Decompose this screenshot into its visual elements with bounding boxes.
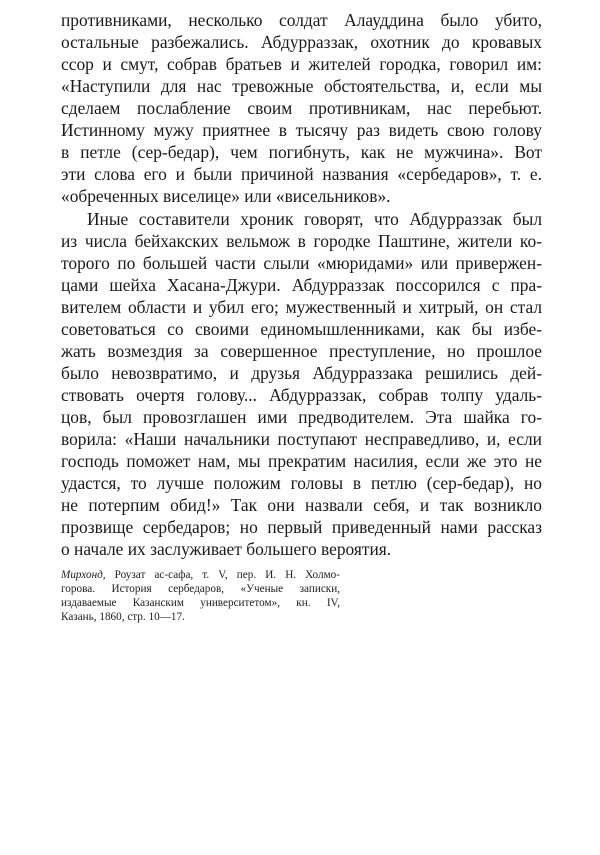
text-line: в петле (сер-бедар), чем погибнуть, как не мужчина». Вот bbox=[61, 142, 542, 162]
paragraph-last-line: о начале их заслуживает большего вероятия. bbox=[61, 539, 392, 559]
source-citation-line bbox=[61, 568, 340, 582]
paragraph-last-line: «обреченных виселице» или «висельников». bbox=[61, 186, 391, 206]
text-line: прозвище сербедаров; но первый приведенный нами рассказ bbox=[61, 517, 542, 537]
text-line: «Наступили для нас тревожные обстоятельства, и, если мы bbox=[61, 76, 542, 96]
text-line: советоваться со своими единомышленниками, как бы избе- bbox=[61, 319, 542, 339]
text-line: из числа бейхакских вельмож в городке Паштине, жители ко- bbox=[61, 231, 542, 251]
text-line: противниками, несколько солдат Алауддина было убито, bbox=[61, 10, 542, 30]
source-citation-line: Казань, 1860, стр. 10—17. bbox=[61, 611, 185, 623]
text-line: Истинному мужу приятнее в тысячу раз видеть свою голову bbox=[61, 120, 542, 140]
source-author: Мирхонд, bbox=[61, 569, 106, 581]
text-line: цов, был провозглашен ими предводителем. Эта шайка го- bbox=[61, 407, 542, 427]
text-line: цами шейха Хасана-Джури. Абдурраззак поссорился с пра- bbox=[61, 275, 542, 295]
text-line: вителем области и убил его; мужественный и хитрый, он стал bbox=[61, 297, 542, 317]
text-line: жать возмездия за совершенное преступление, но прошлое bbox=[61, 341, 542, 361]
text-line: удастся, то лучше положим головы в петлю (сер-бедар), но bbox=[61, 473, 542, 493]
text-line: не потерпим обид!» Так они назвали себя, и так возникло bbox=[61, 495, 542, 515]
source-citation-line: горова. История сербедаров, «Ученые записки, bbox=[61, 583, 340, 595]
text-line: сделаем послабление своим противникам, нас перебьют. bbox=[61, 98, 542, 118]
text-line: ворила: «Наши начальники поступают несправедливо, и, если bbox=[61, 429, 542, 449]
source-title: Роузат ас-сафа, т. V, пер. И. Н. Холмо- bbox=[105, 569, 340, 581]
text-line: господь поможет нам, мы прекратим насилия, если же это не bbox=[61, 451, 542, 471]
text-line: ствовать очертя голову... Абдурраззак, собрав толпу удаль- bbox=[61, 385, 542, 405]
text-line: было невозвратимо, и друзья Абдурраззака решились дей- bbox=[61, 363, 542, 383]
text-line: эти слова его и были причиной названия «сербедаров», т. е. bbox=[61, 164, 542, 184]
source-citation-line: издаваемые Казанским университетом», кн. IV, bbox=[61, 597, 340, 609]
paragraph-first-line: Иные составители хроник говорят, что Абдурраззак был bbox=[87, 209, 542, 229]
text-line: остальные разбежались. Абдурраззак, охотник до кровавых bbox=[61, 32, 542, 52]
text-line: ссор и смут, собрав братьев и жителей городка, говорил им: bbox=[61, 54, 542, 74]
text-line: торого по большей части слыли «мюридами» или привержен- bbox=[61, 253, 542, 273]
